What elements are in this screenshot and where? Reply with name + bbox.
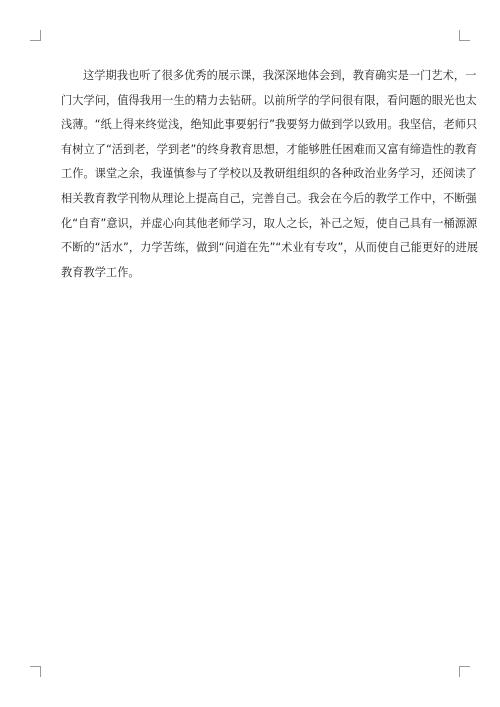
- paragraph-line: 浅薄。“纸上得来终觉浅，绝知此事要躬行”我要努力做到学以致用。我坚信，老师只: [61, 118, 478, 132]
- crop-mark-bottom-left: [30, 666, 41, 677]
- paragraph-line: 不断的“活水”，力学苦练，做到“问道在先”“术业有专攻”，从而使自己能更好的进展: [61, 241, 479, 255]
- paragraph-line: 相关教育教学刊物从理论上提高自己，完善自己。我会在今后的教学工作中，不断强: [61, 191, 477, 205]
- paragraph-line: 教育教学工作。: [61, 265, 140, 279]
- paragraph-line: 化“自育”意识，并虚心向其他老师学习，取人之长，补己之短，使自己具有一桶源源: [61, 216, 478, 230]
- paragraph-line: 工作。课堂之余，我谨慎参与了学校以及教研组组织的各种政治业务学习，还阅读了: [61, 167, 477, 181]
- crop-mark-top-right: [459, 30, 470, 41]
- paragraph-line: 有树立了“活到老，学到老”的终身教育思想，才能够胜任困难而又富有缔造性的教育: [61, 142, 478, 156]
- paragraph-line: 这学期我也听了很多优秀的展示课，我深深地体会到，教育确实是一门艺术，一: [83, 69, 477, 82]
- crop-mark-bottom-right: [459, 666, 470, 677]
- crop-mark-top-left: [30, 30, 41, 41]
- body-paragraph: [61, 64, 479, 285]
- paragraph-line: 门大学问，值得我用一生的精力去钻研。以前所学的学问很有限，看问题的眼光也太: [61, 93, 477, 107]
